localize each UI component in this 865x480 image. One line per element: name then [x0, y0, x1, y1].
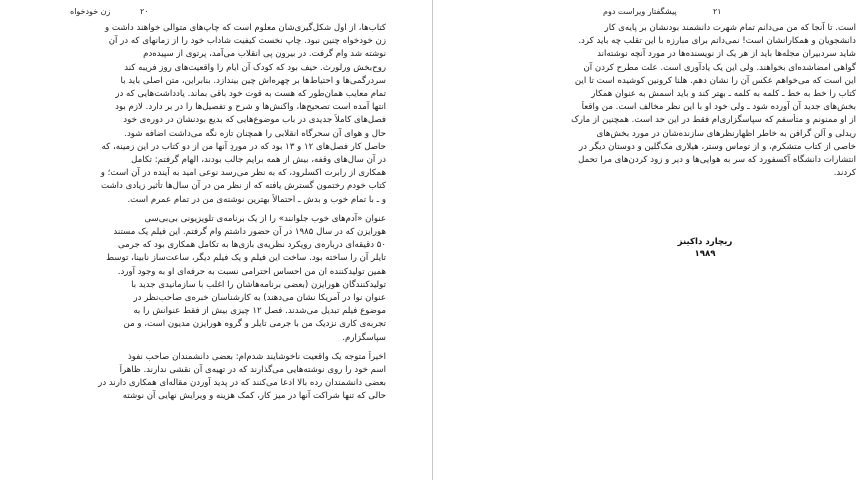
text-line: حاصل کار فصل‌های ۱۲ و ۱۳ بود که در موردِ آنها من از دو کتاب در این زمینه، که: [101, 141, 386, 152]
text-line: حال و هوای آن سحرگاه انقلابی را همچنان تازه نگه می‌داشت اضافه شود.: [124, 128, 386, 139]
text-line: تایلر آن را ساخته بود. ساخت این فیلم و یک فیلم دیگر، ساعت‌ساز نابینا، توسط: [106, 253, 386, 264]
text-line: بعضی دانشمندان رده بالا ادعا می‌کنند که در پدید آوردن مقاله‌ای همکاری دارند در: [98, 378, 386, 389]
text-line: کردند.: [833, 168, 856, 179]
right-running-title: پیشگفتار ویراست دوم: [603, 7, 677, 16]
text-line: تجربه‌ی کاری نزدیک من با جرمی تایلر و گروه هورایزن مدیون است، و من: [123, 319, 386, 330]
right-page: [433, 0, 865, 480]
left-page: [0, 0, 432, 480]
paragraph: [571, 22, 856, 180]
left-running-head: [70, 6, 230, 18]
text-line: همکاری از رابرت اکسلرود، که به نظر می‌رسد نوعی امید به آینده در آن است؛ و: [100, 168, 386, 179]
paragraph: [64, 213, 386, 345]
text-line: انتشارات دانشگاه آکسفورد که سر به هوایی‌ها و دیر و زود کردن‌های مرا تحمل: [578, 155, 856, 166]
text-line: ۵۰ دقیقه‌ای درباره‌ی رویکرد نظریه‌ی بازی‌ها به تکامل همکاری بود که جرمی: [118, 240, 386, 251]
text-line: حالی که تنها شراکت آنها در میز کار، کمک هزینه و ویرایش نهایی آن نوشته: [122, 391, 386, 402]
text-line: ریدلی و آلن گرافن به خاطر اظهارنظرهای سازنده‌شان در مورد بخش‌های: [596, 128, 856, 139]
text-line: از او ممنونم و متأسفم که سپاسگزاری‌ام فقط در این حد است. همچنین از مارک: [571, 115, 856, 126]
paragraph: [64, 22, 386, 207]
text-line: است. تا آنجا که من می‌دانم تمام شهرت دانشمند بودنشان بر پایه‌ی کار: [604, 23, 856, 33]
signature-name: ریچارد داکینز: [677, 237, 733, 247]
signature-year: ۱۹۸۹: [694, 249, 716, 259]
text-line: کتاب خودم رختمون گسترش یافته که از نظر من در آن سال‌ها تأثیر زیادی داشت: [101, 181, 386, 192]
text-line: در آن سال‌های وقفه، بیش از همه برایم جالب بودند، الهام گرفتم: تکامل: [131, 155, 386, 166]
text-line: این است که می‌خواهم عکس آن را نشان دهم. هلنا کرونین کوشیده است تا این: [574, 75, 856, 86]
text-line: کتاب را خط به خط ـ کلمه به کلمه ـ بهتر کند و باید اسمش به عنوان همکار: [591, 89, 856, 100]
text-line: اخیراً متوجه یک واقعیت ناخوشایند شدم‌ام: بعضی دانشمندان صاحب نفوذ: [127, 351, 386, 362]
text-line: گواهی امضاشده‌ای بخواهند. ولی این یک یادآوری است. علت مطرح کردن آن: [583, 62, 856, 73]
text-line: کتاب‌ها، از اول شکل‌گیری‌شان معلوم است که چاپ‌های متوالی خواهند داشت و: [105, 23, 386, 33]
text-line: تمام معایب همان‌طور که هست به قوت خود باقی بماند. یادداشت‌هایی که در: [115, 89, 386, 100]
text-line: زن خودخواه چنین نبود. چاپ نخست کیفیت شاداب خود را از زمانهای که در آن: [108, 36, 386, 47]
left-running-title: زن خودخواه: [70, 7, 111, 16]
right-running-head: [603, 6, 723, 18]
author-signature: [675, 236, 735, 260]
paragraph: [64, 351, 386, 404]
text-line: خاصی از کتاب متشکرم، و از توماس وستر، هیلاری مک‌گلین و دوستان دیگر در: [579, 141, 856, 152]
text-line: سردرگمی‌ها و احتیاط‌ها بر چهره‌اش چین بیندازد. بنابراین، متن اصلی باید با: [120, 75, 386, 86]
text-line: موضوع فیلم تبدیل می‌شدند. فصل ۱۲ چیزی بیش از فقط عنوانش را به: [133, 306, 386, 317]
text-line: عنوان «آدم‌های خوب جلوانند» را از یک برنامه‌ی تلویزیونی بی‌بی‌سی: [144, 213, 386, 224]
text-line: تولیدکنندگان هورایزن (بعضی برنامه‌هاشان را اغلب با سازمانیدی جدید با: [131, 279, 386, 290]
text-line: انتها آمده است تصحیح‌ها، واکنش‌ها و شرح و تفصیل‌ها را در بر دارد. لازم بود: [115, 102, 386, 113]
text-line: شاید سردبیران مجله‌ها باید از هر یک از نویسنده‌ها در مورد آنچه نوشته‌اند: [597, 49, 856, 60]
right-body-text: [571, 22, 856, 180]
text-line: بخش‌های جدید آن آورده شود ـ ولی خود او با این نظر مخالف است. من واقعاً: [581, 102, 856, 113]
text-line: روح‌بخش ورلورث. حیف بود که کودک آن ایام را واقعیت‌های روز فریبه کند: [124, 62, 386, 73]
left-page-number: ۲۰: [140, 7, 149, 16]
text-line: سپاسگزارم.: [342, 332, 386, 343]
text-line: عنوان نوا در آمریکا نشان می‌دهند) به کارشناسان خبره‌ی صاحب‌نظر در: [133, 293, 386, 304]
text-line: همین تولیدکننده ان من احساس احترامی نسبت به حرفه‌ای او به وجود آورد.: [117, 266, 386, 277]
text-line: و ـ با تمام خوب و بدش ـ احتمالاً بهترین نوشته‌ی من در تمام عمرم است.: [127, 194, 386, 205]
text-line: فصل‌های کاملاً جدیدی در باب موضوع‌هایی که بدیع بودنشان در دوره‌ی خود: [123, 115, 386, 126]
text-line: نوشته شد وام گرفت. در بیرون پی انقلاب می‌آمد، پرتوی از سپیده‌دم: [143, 49, 386, 60]
text-line: اسم خود را روی نوشته‌هایی می‌گذارند که در تهیه‌ی آن نقشی ندارند. ظاهراً: [119, 365, 386, 376]
right-page-number: ۲۱: [713, 7, 722, 16]
text-line: دانشجویان و همکارانشان است! نمی‌دانم برای مبارزه با این تقلب چه باید کرد.: [578, 36, 856, 47]
left-body-text: [64, 22, 386, 404]
text-line: هورایزن که در سال ۱۹۸۵ در آن حضور داشتم وام گرفتم. این فیلم یک مستند: [113, 227, 386, 238]
